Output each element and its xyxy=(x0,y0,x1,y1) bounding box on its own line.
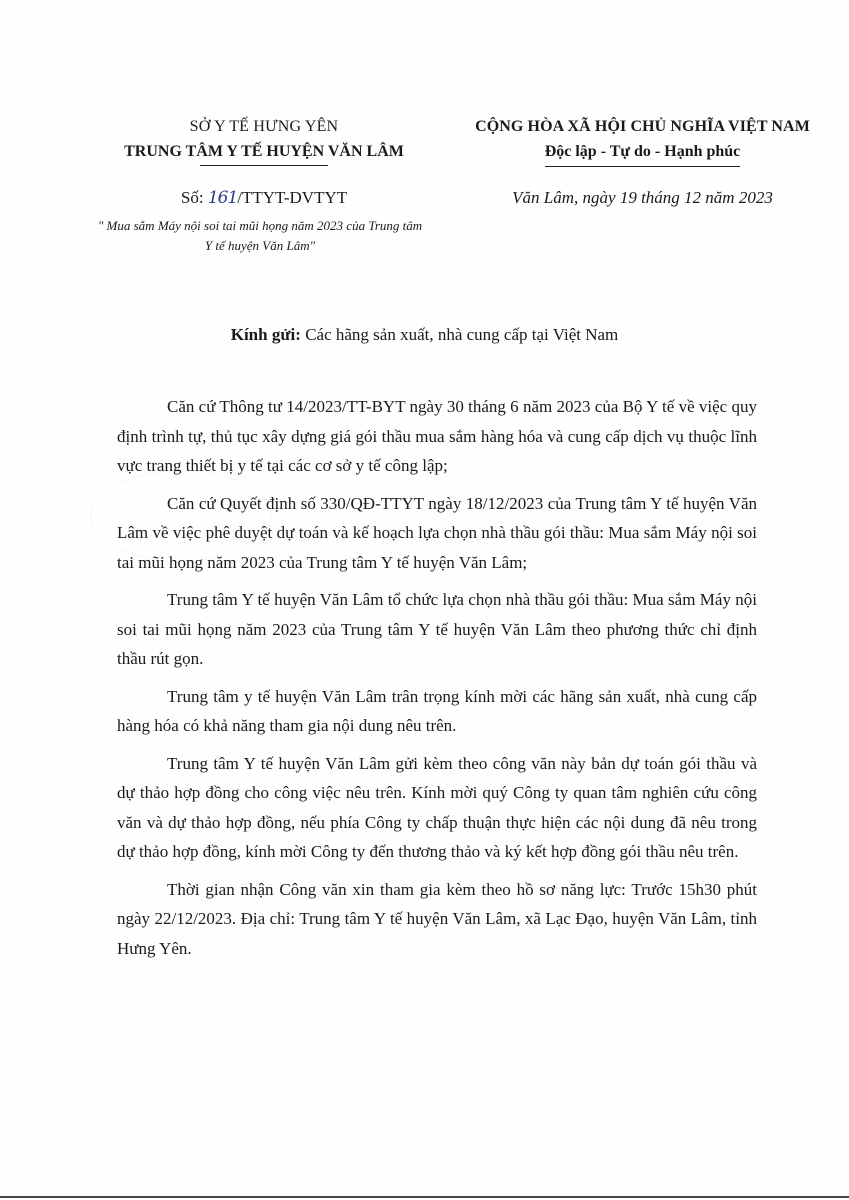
recipient-text: Các hãng sản xuất, nhà cung cấp tại Việt Nam xyxy=(300,325,619,344)
letter-body xyxy=(117,392,757,971)
document-subject-line: Y tế huyện Văn Lâm" xyxy=(204,238,316,253)
body-paragraph: Căn cứ Thông tư 14/2023/TT-BYT ngày 30 tháng 6 năm 2023 của Bộ Y tế về việc quy định trình tự, thủ tục xây dựng giá gói thầu mua sắm hàng hóa và cung cấp dịch vụ thuộc lĩnh vực trang thiết bị y tế tại các cơ sở y tế công lập; xyxy=(117,397,757,475)
body-paragraph: Thời gian nhận Công văn xin tham gia kèm theo hồ sơ năng lực: Trước 15h30 phút ngày 22/12/2023. Địa chỉ: Trung tâm Y tế huyện Văn Lâm, xã Lạc Đạo, huyện Văn Lâm, tỉnh Hưng Yên. xyxy=(117,879,757,958)
recipient-label: Kính gửi: xyxy=(230,325,301,344)
document-number-suffix: /TTYT-DVTYT xyxy=(237,188,348,207)
page-bottom-edge xyxy=(0,1196,849,1198)
document-number-prefix: Số: xyxy=(180,188,208,207)
national-heading-block xyxy=(460,114,825,167)
parent-agency-name: SỞ Y TẾ HƯNG YÊN xyxy=(189,118,339,135)
issuing-agency-block xyxy=(100,114,428,166)
document-subject xyxy=(50,216,470,256)
document-subject-line: " Mua sắm Máy nội soi tai mũi họng năm 2023 của Trung tâm xyxy=(97,218,423,233)
agency-underline xyxy=(200,165,328,166)
handwritten-number: 161 xyxy=(207,188,238,208)
body-paragraph: Trung tâm Y tế huyện Văn Lâm gửi kèm theo công văn này bản dự toán gói thầu và dự thảo hợp đồng cho công việc nêu trên. Kính mời quý Công ty quan tâm nghiên cứu công văn và dự thảo hợp đồng, nếu phía Công ty chấp thuận thực hiện các nội dung đã nêu trong dự thảo hợp đồng, kính mời Công ty đến thương thảo và ký kết hợp đồng gói thầu nêu trên. xyxy=(117,753,757,861)
recipient-line xyxy=(0,325,849,345)
body-paragraph: Trung tâm y tế huyện Văn Lâm trân trọng kính mời các hãng sản xuất, nhà cung cấp hàng hóa có khả năng tham gia nội dung nêu trên. xyxy=(117,686,757,735)
country-name: CỘNG HÒA XÃ HỘI CHỦ NGHĨA VIỆT NAM xyxy=(475,118,810,135)
body-paragraph: Trung tâm Y tế huyện Văn Lâm tổ chức lựa chọn nhà thầu gói thầu: Mua sắm Máy nội soi tai mũi họng năm 2023 của Trung tâm Y tế huyện Văn Lâm theo phương thức chỉ định thầu rút gọn. xyxy=(117,590,757,668)
agency-name: TRUNG TÂM Y TẾ HUYỆN VĂN LÂM xyxy=(124,143,404,160)
document-number xyxy=(100,188,428,208)
body-paragraph: Căn cứ Quyết định số 330/QĐ-TTYT ngày 18/12/2023 của Trung tâm Y tế huyện Văn Lâm về việc phê duyệt dự toán và kế hoạch lựa chọn nhà thầu gói thầu: Mua sắm Máy nội soi tai mũi họng năm 2023 của Trung tâm Y tế huyện Văn Lâm; xyxy=(117,493,757,572)
place-and-date: Văn Lâm, ngày 19 tháng 12 năm 2023 xyxy=(512,188,773,207)
national-motto: Độc lập - Tự do - Hạnh phúc xyxy=(545,139,741,167)
